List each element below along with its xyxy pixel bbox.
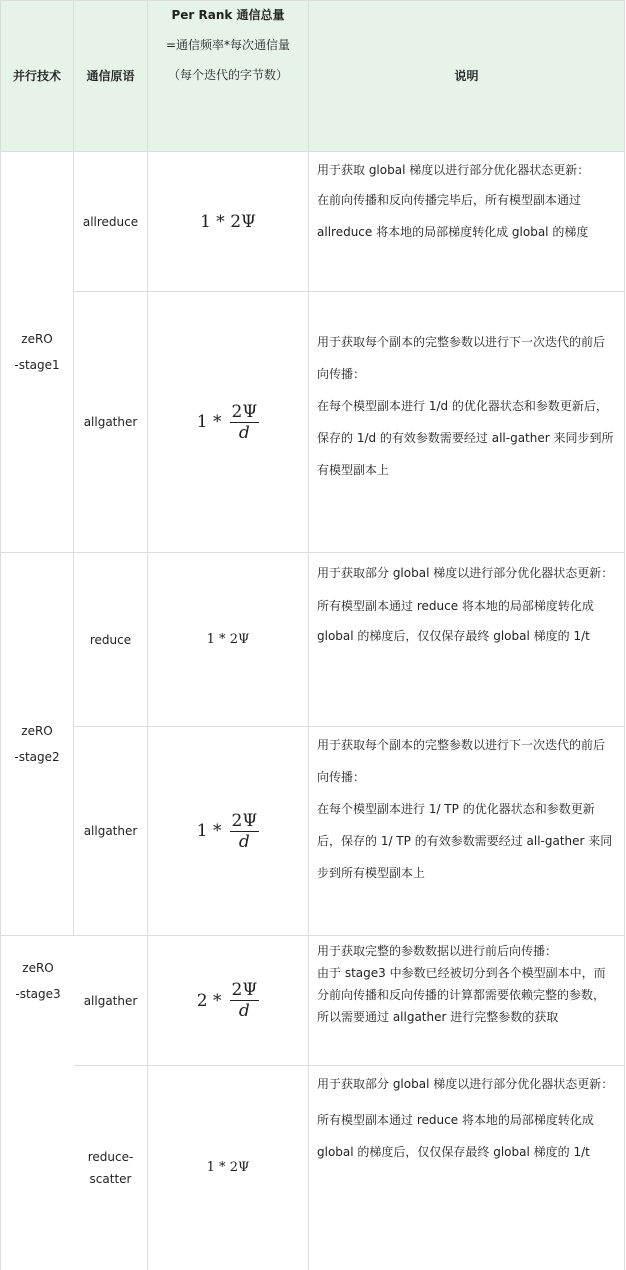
- group-stage2-line1: zeRO: [21, 724, 53, 738]
- formula-cell: [148, 727, 309, 936]
- description-cell: [309, 936, 625, 1066]
- group-stage3-line1: zeRO: [22, 961, 54, 975]
- primitive-cell: [74, 152, 148, 292]
- description-cell: [309, 152, 625, 292]
- primitive-label: allgather: [83, 993, 138, 1008]
- header-volume-line1: Per Rank 通信总量: [171, 8, 285, 22]
- group-stage1-line2: -stage1: [14, 358, 60, 372]
- description-detail: 在每个模型副本进行 1/ TP 的优化器状态和参数更新后，保存的 1/ TP 的有效参数需要经过 all-gather 来同步到所有模型副本上: [317, 802, 613, 880]
- header-desc-label: 说明: [454, 69, 479, 83]
- description-cell: [309, 292, 625, 553]
- primitive-cell: [74, 936, 148, 1066]
- formula: 1 * 2Ψ: [200, 211, 256, 232]
- description-summary: 用于获取每个副本的完整参数以进行下一次迭代的前后向传播：: [317, 738, 606, 784]
- primitive-label: allreduce: [82, 214, 139, 229]
- header-tech-label: 并行技术: [12, 69, 61, 83]
- primitive-label: allgather: [83, 824, 138, 838]
- group-stage1: [0, 152, 74, 553]
- primitive-label-line1: reduce-: [87, 1150, 134, 1164]
- group-stage1-line1: zeRO: [21, 332, 53, 346]
- description-cell: [309, 1066, 625, 1270]
- group-stage3-line2: -stage3: [15, 987, 61, 1001]
- description-detail: 所有模型副本通过 reduce 将本地的局部梯度转化成 global 的梯度后，仅仅保存最终 global 梯度的 1/t: [317, 599, 594, 643]
- primitive-cell: [74, 553, 148, 727]
- formula-cell: [148, 553, 309, 727]
- description-detail: 由于 stage3 中参数已经被切分到各个模型副本中，而分前向传播和反向传播的计算都需要依赖完整的参数，所以需要通过 allgather 进行完整参数的获取: [317, 966, 606, 1024]
- formula: 1 * 2Ψ: [206, 631, 250, 647]
- group-stage2: [0, 553, 74, 936]
- group-stage3: [0, 936, 74, 1270]
- primitive-cell: [74, 727, 148, 936]
- description-detail: 所有模型副本通过 reduce 将本地的局部梯度转化成 global 的梯度后，仅仅保存最终 global 梯度的 1/t: [317, 1113, 594, 1159]
- formula-cell: [148, 936, 309, 1066]
- description-summary: 用于获取完整的参数数据以进行前后向传播：: [317, 944, 558, 958]
- header-volume-line3: （每个迭代的字节数）: [167, 68, 288, 82]
- group-stage2-line2: -stage2: [14, 750, 60, 764]
- formula-cell: [148, 1066, 309, 1270]
- formula-cell: [148, 292, 309, 553]
- formula: 1 * 2Ψ: [206, 1160, 250, 1175]
- primitive-label: reduce: [89, 632, 132, 647]
- description-summary: 用于获取部分 global 梯度以进行部分优化器状态更新：: [317, 566, 614, 580]
- description-cell: [309, 727, 625, 936]
- header-volume-line2: =通信频率*每次通信量: [165, 38, 291, 52]
- description-cell: [309, 553, 625, 727]
- header-volume: [148, 0, 309, 152]
- primitive-cell: [74, 1066, 148, 1270]
- header-tech: [0, 0, 74, 152]
- description-summary: 用于获取每个副本的完整参数以进行下一次迭代的前后向传播：: [317, 335, 606, 381]
- primitive-label: allgather: [83, 415, 138, 429]
- description-detail: 在每个模型副本进行 1/d 的优化器状态和参数更新后，保存的 1/d 的有效参数需要经过 all-gather 来同步到所有模型副本上: [317, 399, 614, 477]
- primitive-label-line2: scatter: [89, 1172, 132, 1186]
- header-primitive: [74, 0, 148, 152]
- header-primitive-label: 通信原语: [86, 69, 135, 83]
- header-desc: [309, 0, 625, 152]
- description-detail: 在前向传播和反向传播完毕后，所有模型副本通过 allreduce 将本地的局部梯度转化成 global 的梯度: [317, 193, 589, 239]
- description-summary: 用于获取部分 global 梯度以进行部分优化器状态更新：: [317, 1077, 614, 1091]
- formula-cell: [148, 152, 309, 292]
- formula: 2 * $\frac{2\Psi}{d}$: [196, 980, 258, 1021]
- description-summary: 用于获取 global 梯度以进行部分优化器状态更新：: [317, 163, 590, 177]
- formula: 1 * $\frac{2\Psi}{d}$: [196, 401, 258, 443]
- primitive-cell: [74, 292, 148, 553]
- formula: 1 * $\frac{2\Psi}{d}$: [196, 810, 258, 852]
